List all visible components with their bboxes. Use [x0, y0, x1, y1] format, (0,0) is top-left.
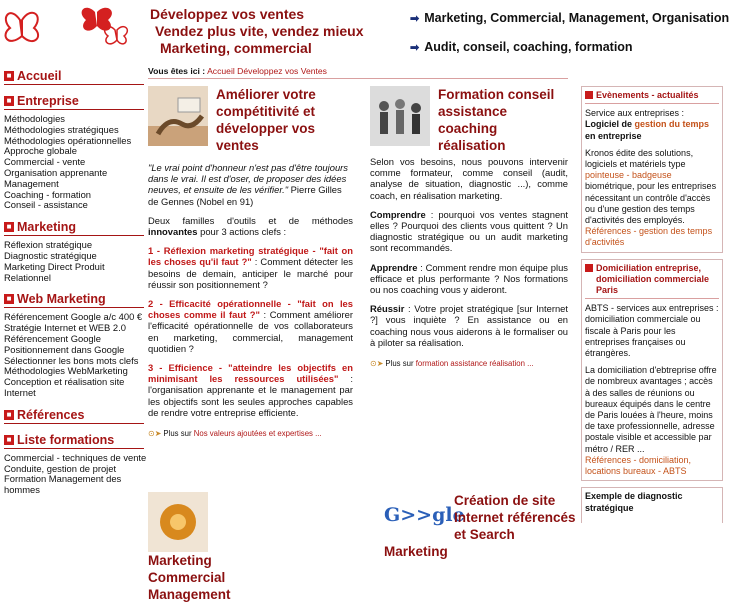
read-more — [148, 428, 353, 439]
sidebar-section-label: Liste formations — [17, 432, 115, 447]
box-title-label: Domiciliation entreprise, domiciliation commerciale Paris — [596, 262, 710, 296]
text: biométrique, pour les entreprises nécessitant un contrôle d'accès ou d'une gestion des temps d'activités des employés. — [585, 181, 717, 226]
text-bold: Logiciel de — [585, 119, 635, 130]
box-paragraph: ABTS - services aux entreprises : domiciliation commerciale ou fiscale à Paris pour les entreprises françaises ou étrangères. — [585, 303, 719, 359]
slogan-line-3: Marketing, commercial — [160, 40, 312, 56]
header-link-marketing[interactable] — [410, 10, 729, 26]
section-icon: ■ — [4, 294, 14, 304]
article-title[interactable]: Améliorer votre compétitivité et développer vos ventes — [216, 87, 316, 153]
box-title[interactable] — [585, 263, 719, 300]
read-more-prefix: Plus sur — [385, 359, 416, 369]
point-text: : pourquoi vos ventes stagnent elles ? Pourquoi des clients vous quittent ? Un diagnostic stratégique ou un audit marketing sont recommandés. — [370, 208, 568, 254]
sidebar-item[interactable]: Méthodologies stratégiques — [4, 123, 119, 135]
sidebar-item[interactable]: Référencement Google — [4, 332, 101, 344]
text: La domiciliation d'ebtreprise offre de nombreux avantages ; accès à des salles de réunions ou bureaux équipés dans le centre de Paris louées à l'heure, moins de taxe professionnelle, adresse postale visible et accessible par métro / RER ... — [585, 365, 717, 454]
text: Service aux entreprises : — [585, 108, 685, 119]
read-more — [370, 358, 568, 369]
read-more-link[interactable]: Nos valeurs ajoutées et expertises ... — [193, 429, 322, 439]
quote-author: Pierre Gilles de Gennes (Nobel en 91) — [148, 184, 342, 207]
arrow-right-icon: ➡ — [410, 12, 420, 25]
sidebar-item[interactable]: Positionnement dans Google — [4, 343, 125, 355]
header-link-audit[interactable] — [410, 39, 729, 55]
intro-text: pour 3 actions clefs : — [197, 226, 287, 238]
slogan — [150, 6, 364, 57]
sidebar-item[interactable]: Stratégie Internet et WEB 2.0 — [4, 322, 126, 334]
article-point-2 — [370, 262, 568, 296]
point-text: : l'organisation apprenante et le management par les objectifs sont les seules approches capables de rendre votre entreprise efficiente. — [148, 373, 353, 418]
article-title[interactable]: Formation conseil assistance coaching réalisation — [438, 87, 555, 153]
box-title-icon — [585, 91, 593, 99]
google-logo-icon: G>>gle — [384, 504, 465, 526]
sidebar-item[interactable]: Méthodologies WebMarketing — [4, 365, 128, 377]
read-more-prefix: Plus sur — [163, 429, 194, 439]
point-title: Comprendre — [370, 208, 426, 220]
box-paragraph — [585, 108, 719, 142]
article-title[interactable]: Création de site Internet référencés et Search Marketing — [384, 493, 576, 559]
point-text: : Comment rendre mon équipe plus efficace et plus performante ? Nos formations ou nos coaching vous y aideront. — [370, 261, 568, 296]
read-more-link[interactable]: formation assistance réalisation ... — [415, 359, 534, 369]
box-evenements — [581, 86, 723, 253]
sidebar-item[interactable]: Sélectionner les bons mots clefs — [4, 354, 139, 366]
sidebar-section-references[interactable] — [4, 407, 144, 424]
sidebar-item[interactable]: Conduite, gestion de projet — [4, 462, 117, 474]
section-icon: ■ — [4, 222, 14, 232]
sidebar-item[interactable]: Diagnostic stratégique — [4, 249, 97, 261]
breadcrumb-link[interactable]: Accueil Développez vos Ventes — [207, 66, 327, 76]
article-quote — [148, 162, 353, 207]
article-title[interactable]: Marketing Commercial Management — [148, 553, 231, 602]
breadcrumb-divider — [148, 78, 568, 79]
sidebar-section-label: Entreprise — [17, 94, 79, 108]
sidebar-item[interactable]: Référencement Google a/c 400 € — [4, 311, 143, 323]
sidebar-item[interactable]: Méthodologies — [4, 113, 65, 124]
box-paragraph — [585, 365, 719, 477]
article-photo-icon — [148, 492, 208, 552]
box-title-label: Exemple de diagnostic stratégique — [585, 491, 683, 513]
article-point-1 — [148, 245, 353, 290]
article-marketing-commercial — [148, 492, 358, 603]
sidebar-section-label: Web Marketing — [17, 292, 106, 307]
article-point-2 — [148, 298, 353, 354]
text-bold: en entreprise — [585, 130, 642, 141]
sidebar-item[interactable]: Formation Management des hommes — [4, 473, 122, 496]
box-title[interactable] — [585, 90, 719, 104]
box-title-label: Evènements - actualités — [596, 90, 699, 100]
arrow-right-icon: ➡ — [410, 41, 420, 54]
sidebar — [4, 68, 147, 496]
point-title: Réussir — [370, 303, 405, 315]
section-icon: ■ — [4, 435, 14, 445]
text: Kronos édite des solutions, logiciels et matériels type — [585, 147, 694, 170]
point-title: 3 - Efficience - "atteindre les objectifs en minimisant les ressources utilisées" — [148, 362, 353, 385]
article-point-3 — [148, 362, 353, 418]
breadcrumb — [148, 66, 327, 76]
right-sidebar — [581, 86, 723, 529]
sidebar-item[interactable]: Relationnel — [4, 271, 51, 283]
sidebar-item[interactable]: Management — [4, 177, 59, 189]
sidebar-item[interactable]: Méthodologies opérationnelles — [4, 134, 132, 146]
sidebar-item[interactable]: Conception et réalisation site Internet — [4, 376, 125, 398]
box-title-icon — [585, 264, 593, 272]
read-more-icon: ⊙➤ — [148, 429, 162, 439]
sidebar-section-label: Accueil — [17, 69, 62, 83]
article-formation — [370, 86, 568, 369]
read-more-icon: ⊙➤ — [370, 359, 384, 369]
point-title: Apprendre — [370, 261, 418, 273]
article-creation-site — [384, 492, 582, 560]
point-text: : Votre projet stratégique [sur Internet ?] vous inquiète ? En assistance ou en coaching nous vous aiderons à le formaliser ou à piloter sa réalisation. — [370, 303, 568, 348]
breadcrumb-label: Vous êtes ici : — [148, 66, 206, 76]
point-text: : Comment améliorer l'efficacité opérationnelle de vos collaborateurs en marketing, commercial, management quotidien ? — [148, 309, 353, 354]
sidebar-section-web-marketing[interactable] — [4, 291, 144, 308]
box-paragraph — [585, 148, 719, 249]
section-icon: ■ — [4, 71, 14, 81]
point-title: 2 - Efficacité opérationnelle - "fait on les choses comme il faut ?" — [148, 298, 353, 321]
sidebar-item[interactable]: Coaching - formation — [4, 188, 92, 200]
section-icon: ■ — [4, 96, 14, 106]
sidebar-section-formations[interactable] — [4, 432, 144, 449]
point-title: 1 - Réflexion marketing stratégique - "fait on les choses qu'il faut ?" — [148, 245, 353, 268]
sidebar-section-accueil[interactable] — [4, 68, 144, 85]
sidebar-item[interactable]: Marketing Direct Produit — [4, 260, 105, 272]
box-title[interactable] — [585, 491, 719, 515]
sidebar-item[interactable]: Approche globale — [4, 145, 77, 157]
quote-text: "Le vrai point d'honneur n'est pas d'être toujours dans le vrai. Il est d'oser, de proposer des idées neuves, et ensuite de les vérifier." — [148, 162, 348, 196]
box-diagnostic — [581, 487, 723, 522]
box-link[interactable]: Références - gestion des temps d'activités — [585, 226, 713, 248]
box-domiciliation — [581, 259, 723, 482]
header-links — [410, 10, 729, 55]
butterfly-logo-icon — [0, 0, 145, 64]
box-link[interactable]: Références - domiciliation, locations bureaux - ABTS — [585, 454, 692, 477]
sidebar-item[interactable]: Commercial - techniques de vente — [4, 451, 147, 463]
section-icon: ■ — [4, 410, 14, 420]
article-competitivite — [148, 86, 353, 439]
article-photo-icon — [148, 86, 208, 146]
intro-text: Deux familles d'outils et de méthodes — [148, 214, 353, 226]
article-point-1 — [370, 209, 568, 254]
point-text: : Comment détecter les besoins de demain, anticiper le marché pour réussir son positionnement ? — [148, 256, 353, 290]
slogan-line-2: Vendez plus vite, vendez mieux — [155, 23, 364, 39]
article-intro — [148, 215, 353, 237]
header-link-label: Marketing, Commercial, Management, Organisation — [424, 11, 729, 25]
slogan-line-1: Développez vos ventes — [150, 6, 305, 22]
sidebar-item[interactable]: Conseil - assistance — [4, 199, 88, 211]
sidebar-item[interactable]: Réflexion stratégique — [4, 239, 93, 251]
sidebar-section-marketing[interactable] — [4, 219, 144, 236]
sidebar-section-entreprise[interactable] — [4, 93, 144, 110]
sidebar-section-label: Références — [17, 407, 85, 422]
header-link-label: Audit, conseil, coaching, formation — [424, 40, 633, 54]
sidebar-item[interactable]: Organisation apprenante — [4, 166, 108, 178]
text-highlight[interactable]: pointeuse - badgeuse — [585, 170, 672, 181]
article-photo-icon — [370, 86, 430, 146]
sidebar-item[interactable]: Commercial - vente — [4, 156, 86, 168]
article-point-3 — [370, 303, 568, 348]
intro-bold: innovantes — [148, 226, 198, 238]
header — [0, 0, 727, 64]
article-intro: Selon vos besoins, nous pouvons intervenir comme formateur, comme conseil (audit, analyse de situation, diagnostic ...), comme coach, en réalisation marketing. — [370, 156, 568, 201]
sidebar-section-label: Marketing — [17, 220, 77, 235]
text-highlight[interactable]: gestion du temps — [634, 119, 710, 130]
